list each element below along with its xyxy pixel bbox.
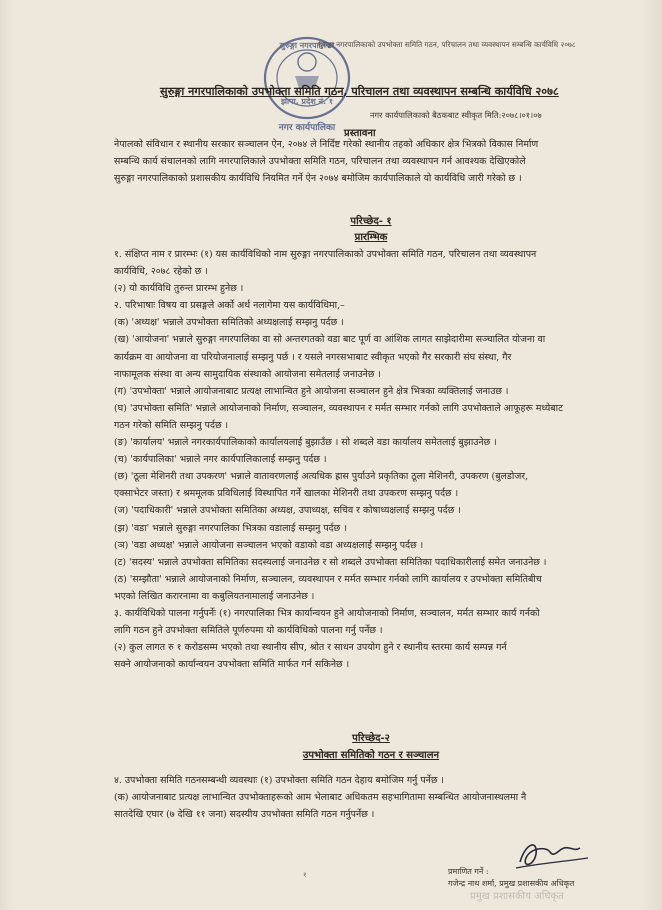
clause-line: एक्साभेटर जस्ता) र श्रममूलक प्रविधिलाई विस्थापित गर्ने खालका मेशिनरी तथा उपकरण सम्झनु पर्दछ । xyxy=(114,488,459,500)
clause-line: (ग) 'उपभोक्ता' भन्नाले आयोजनाबाट प्रत्यक्ष लाभान्वित हुने आयोजना सञ्चालन हुने क्षेत्र भित्रका व्यक्तिलाई जनाउछ । xyxy=(114,385,509,397)
clause-line: नाफामूलक संस्था वा अन्य सामुदायिक संस्थाको आयोजना समेतलाई जनाउनेछ । xyxy=(114,368,381,380)
document-title-text: सुरुङ्गा नगरपालिकाको उपभोक्ता समिति गठन, परिचालन तथा व्यवस्थापन सम्बन्धि कार्यविधि २०७८ xyxy=(160,84,559,98)
preamble xyxy=(114,136,628,187)
clause-line: (ञ) 'वडा अध्यक्ष' भन्नाले आयोजना सञ्चालन भएको वडाको वडा अध्यक्षलाई सम्झनु पर्दछ । xyxy=(114,539,424,551)
chapter1-subheading xyxy=(114,229,628,243)
clause-line: (ठ) 'सम्झौता' भन्नाले आयोजनाको निर्माण, सञ्चालन, व्यवस्थापन र मर्मत सम्भार गर्नको लागि कार्यालय र उपभोक्ता समितिबीच xyxy=(114,573,542,585)
clause-line: (ङ) 'कार्यालय' भन्नाले नगरकार्यपालिकाको कार्यालयलाई बुझाउँछ । सो शब्दले वडा कार्यालय समेतलाई बुझाउनेछ । xyxy=(114,437,497,449)
running-header: सुरुङ्गा नगरपालिकाको उपभोक्ता समिति गठन, परिचालन तथा व्यवस्थापन सम्बन्धि कार्यविधि २०७८ xyxy=(318,40,576,49)
preamble-line: नेपालको संविधान र स्थानीय सरकार सञ्चालन ऐन, २०७४ ले निर्दिष्ट गरेको स्थानीय तहको अधिकार क्षेत्र भित्रको विकास निर्माण xyxy=(114,139,539,150)
approval-date: नगर कार्यपालिकाको बैठकबाट स्वीकृत मिति:२०७८।०१।०७ xyxy=(370,110,542,120)
clause-line: (क) आयोजनाबाट प्रत्यक्ष लाभान्वित उपभोक्ताहरूको आम भेलाबाट अधिकतम सहभागितामा सम्बन्धित आयोजनास्थलमा नै xyxy=(114,792,527,804)
stamp-text-mid: झापा, प्रदेश नं. १ xyxy=(280,97,334,106)
clause-line: (छ) 'ठूला मेशिनरी तथा उपकरण' भन्नाले वातावरणलाई अत्यधिक ह्रास पुर्याउने प्रकृतिका ठूला मेशिनरी, उपकरण (बुलडोजर, xyxy=(114,471,529,483)
bottom-stamp-text: प्रमुख प्रशासकीय अधिकृत xyxy=(470,891,564,902)
chapter1-body xyxy=(114,246,628,673)
chapter2-subheading xyxy=(114,747,628,761)
clause-line: १. संक्षिप्त नाम र प्रारम्भः (१) यस कार्यविधिको नाम सुरुङ्गा नगरपालिकाको उपभोक्ता समिति गठन, परिचालन तथा व्यवस्थापन xyxy=(114,249,537,260)
clause-line: (ख) 'आयोजना' भन्नाले सुरुङ्गा नगरपालिका वा सो अन्तरगतको वडा बाट पूर्ण वा आंशिक लागत साझेदारीमा सञ्चालित योजना वा xyxy=(114,334,546,346)
clause-line: (२) कुल लागत रु १ करोडसम्म भएको तथा स्थानीय सीप, श्रोत र साधन उपयोग हुने र स्थानीय स्तरमा कार्य सम्पन्न गर्न xyxy=(114,642,507,654)
clause-line: भएको लिखित करारनामा वा कबुलियतनामालाई जनाउनेछ । xyxy=(114,590,315,602)
clause-line: (ट) 'सदस्य' भन्नाले उपभोक्ता समितिका सदस्यलाई जनाउनेछ र सो शब्दले उपभोक्ता समितिका पदाधिकारीलाई समेत जनाउनेछ । xyxy=(114,556,547,568)
chapter2-body xyxy=(114,772,628,823)
clause-line: सक्ने आयोजनाको कार्यान्वयन उपभोक्ता समिति मार्फत गर्न सकिनेछ । xyxy=(114,659,350,671)
clause-line: (झ) 'वडा' भन्नाले सुरुङ्गा नगरपालिका भित्रका वडालाई सम्झनु पर्दछ । xyxy=(114,522,347,534)
clause-line: ३. कार्यविधिको पालना गर्नुपर्नेः (१) नगरपालिका भित्र कार्यान्वयन हुने आयोजनाको निर्माण, सञ्चालन, मर्मत सम्भार कार्य गर्नको xyxy=(114,607,540,619)
preamble-line: सम्बन्धि कार्य संचालनको लागि नगरपालिकाले उपभोक्ता समिति गठन, परिचालन तथा व्यवस्थापन गर्न आवश्यक देखिएकोले xyxy=(114,156,526,168)
chapter1-heading-text: परिच्छेद- १ xyxy=(350,216,392,227)
clause-line: कार्यविधि, २०७८ रहेको छ । xyxy=(114,266,208,278)
clause-line: कार्यक्रम वा आयोजना वा परियोजनालाई सम्झनु पर्छ । र यसले नगरसभाबाट स्वीकृत भएको गैर सरकारी संघ संस्था, गैर xyxy=(114,351,512,363)
document-title xyxy=(160,84,620,99)
clause-line: (च) 'कार्यपालिका' भन्नाले नगर कार्यपालिकालाई सम्झनु पर्दछ । xyxy=(114,454,327,466)
clause-line: लागि गठन हुने उपभोक्ता समितिले पूर्णरुपमा यो कार्यविधिको पालना गर्नु पर्नेछ । xyxy=(114,625,383,637)
chapter2-heading xyxy=(114,730,628,744)
chapter1-heading xyxy=(114,213,628,227)
chapter1-subheading-text: प्रारम्भिक xyxy=(354,232,388,243)
clause-line: गठन गरेको समिति सम्झनु पर्दछ । xyxy=(114,419,229,431)
page-number: १ xyxy=(303,871,307,879)
clause-line: (ज) 'पदाधिकारी' भन्नाले उपभोक्ता समितिका अध्यक्ष, उपाध्यक्ष, सचिव र कोषाध्यक्षलाई सम्झनु पर्दछ । xyxy=(114,505,461,517)
clause-line: (घ) 'उपभोक्ता समिति' भन्नाले आयोजनाको निर्माण, सञ्चालन, व्यवस्थापन र मर्मत सम्भार गर्नको लागि उपभोक्ताले आफूहरू मध्येबाट xyxy=(114,402,563,414)
stamp-text-top: सुरुङ्गा नगरपालिका xyxy=(279,41,335,50)
clause-line: (क) 'अध्यक्ष' भन्नाले उपभोक्ता समितिको अध्यक्षलाई सम्झनु पर्दछ । xyxy=(114,317,344,329)
preamble-heading: प्रस्तावना xyxy=(344,128,376,139)
preamble-line: सुरुङ्गा नगरपालिकाको प्रशासकीय कार्यविधि नियमित गर्ने ऐन २०७४ बमोजिम कार्यपालिकाले यो कार्यविधि जारी गरेको छ । xyxy=(114,173,522,185)
clause-line: ४. उपभोक्ता समिति गठनसम्बन्धी व्यवस्थाः (१) उपभोक्ता समिति गठन देहाय बमोजिम गर्नु पर्नेछ । xyxy=(114,775,444,786)
clause-line: सातदेखि एघार (७ देखि ११ जना) सदस्यीय उपभोक्ता समिति गठन गर्नुपर्नेछ । xyxy=(114,809,375,821)
clause-line: (२) यो कार्यविधि तुरुन्त प्रारम्भ हुनेछ । xyxy=(114,283,244,295)
stamp-text-bottom: नगर कार्यपालिका xyxy=(278,123,336,133)
chapter2-subheading-text: उपभोक्ता समितिको गठन र सञ्चालन xyxy=(302,750,440,761)
chapter2-heading-text: परिच्छेद-२ xyxy=(352,733,390,744)
attest-label: प्रमाणित गर्ने : xyxy=(448,867,489,876)
attestation xyxy=(448,866,574,890)
clause-line: २. परिभाषाः विषय वा प्रसङ्गले अर्को अर्थ नलागेमा यस कार्यविधिमा,– xyxy=(114,300,345,312)
attest-name: गजेन्द्र नाथ शर्मा, प्रमुख प्रशासकीय अधिकृत xyxy=(448,879,575,888)
